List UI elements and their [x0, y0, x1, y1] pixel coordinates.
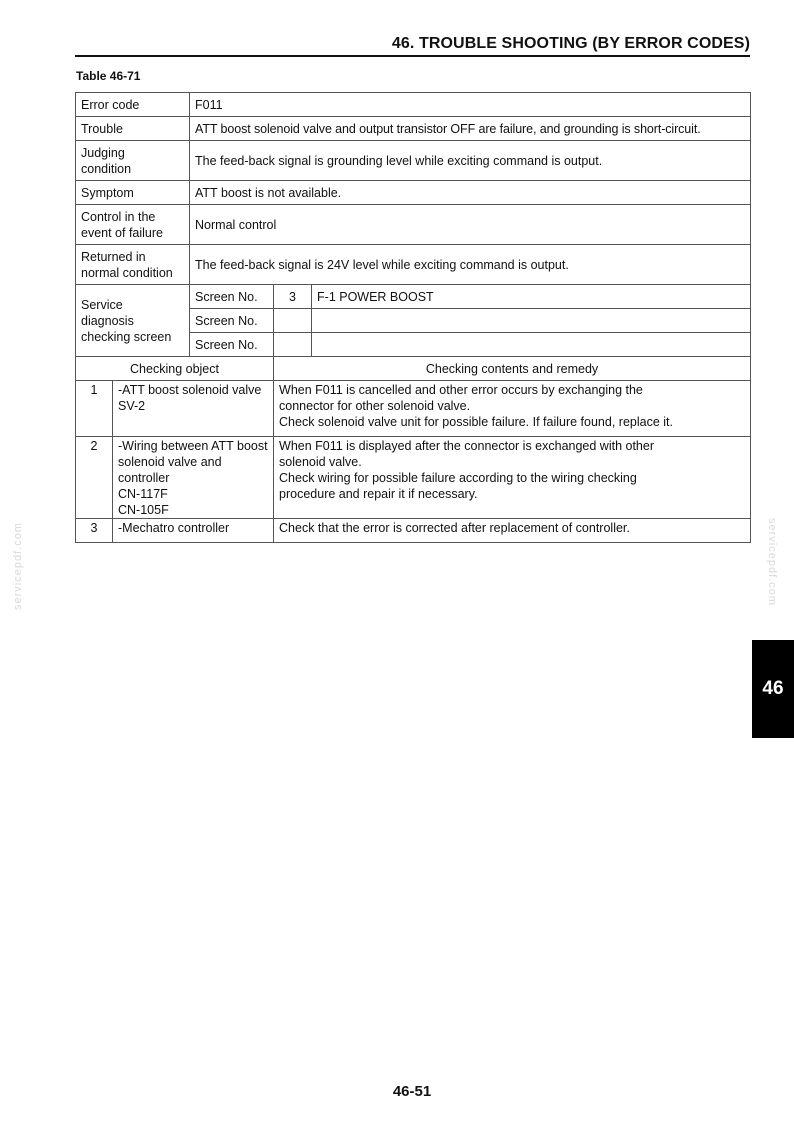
check-object [113, 381, 274, 437]
check-number: 3 [76, 519, 113, 543]
check-object-line: -Mechatro controller [118, 521, 230, 535]
judging-value: The feed-back signal is grounding level while exciting command is output. [190, 141, 751, 181]
row-judging [76, 141, 751, 181]
trouble-value: ATT boost solenoid valve and output transistor OFF are failure, and grounding is short-circuit. [190, 117, 751, 141]
page-number: 46-51 [392, 1083, 432, 1100]
check-remedy-line: connector for other solenoid valve. [279, 399, 471, 413]
control-label-line1: Control in the [81, 209, 156, 224]
check-remedy [274, 381, 751, 437]
check-object-line: -ATT boost solenoid valve [118, 383, 262, 397]
screen-no-value [312, 333, 751, 357]
page-header [75, 33, 750, 57]
check-remedy-line: Check wiring for possible failure according to the wiring checking [279, 471, 637, 485]
check-remedy-line: When F011 is cancelled and other error occurs by exchanging the [279, 383, 643, 397]
returned-label [76, 245, 190, 285]
checking-object-header: Checking object [76, 357, 274, 381]
error-code-value: F011 [190, 93, 751, 117]
check-row-3 [76, 519, 751, 543]
check-object [113, 437, 274, 519]
screen-no-number [274, 309, 312, 333]
row-symptom [76, 181, 751, 205]
screen-no-number: 3 [274, 285, 312, 309]
chapter-tab-label: 46 [762, 678, 784, 699]
checking-contents-header: Checking contents and remedy [274, 357, 751, 381]
judging-label [76, 141, 190, 181]
row-returned [76, 245, 751, 285]
check-object-line: CN-117F [118, 487, 168, 501]
error-code-label: Error code [76, 93, 190, 117]
check-remedy-line: When F011 is displayed after the connector is exchanged with other [279, 439, 654, 453]
check-remedy [274, 519, 751, 543]
check-object-line: CN-105F [118, 503, 169, 517]
screen-no-value: F-1 POWER BOOST [312, 285, 751, 309]
check-row-2 [76, 437, 751, 519]
chapter-tab [752, 640, 794, 738]
service-label-line2: diagnosis [81, 313, 134, 328]
service-label-line3: checking screen [81, 329, 172, 344]
service-label [76, 285, 190, 357]
symptom-value: ATT boost is not available. [190, 181, 751, 205]
control-value: Normal control [190, 205, 751, 245]
screen-no-label: Screen No. [190, 309, 274, 333]
check-object [113, 519, 274, 543]
trouble-label: Trouble [76, 117, 190, 141]
screen-no-number [274, 333, 312, 357]
returned-label-line2: normal condition [81, 265, 173, 280]
screen-no-label: Screen No. [190, 333, 274, 357]
check-object-line: SV-2 [118, 399, 146, 413]
watermark-right: servicepdf.com [766, 518, 778, 606]
check-remedy [274, 437, 751, 519]
check-number: 2 [76, 437, 113, 519]
check-remedy-line: Check that the error is corrected after replacement of controller. [279, 521, 630, 535]
row-trouble [76, 117, 751, 141]
check-object-line: solenoid valve and controller [118, 455, 222, 485]
table-caption: Table 46-71 [76, 69, 141, 83]
control-label-line2: event of failure [81, 225, 163, 240]
screen-no-label: Screen No. [190, 285, 274, 309]
row-control [76, 205, 751, 245]
control-label [76, 205, 190, 245]
judging-label-line2: condition [81, 161, 132, 176]
check-object-line: -Wiring between ATT boost [118, 439, 268, 453]
error-code-table [75, 92, 751, 543]
returned-value: The feed-back signal is 24V level while exciting command is output. [190, 245, 751, 285]
screen-no-value [312, 309, 751, 333]
check-remedy-line: solenoid valve. [279, 455, 362, 469]
header-title: 46. TROUBLE SHOOTING (BY ERROR CODES) [391, 35, 750, 52]
row-service-1 [76, 285, 751, 309]
row-error-code [76, 93, 751, 117]
returned-label-line1: Returned in [81, 249, 146, 264]
check-remedy-line: Check solenoid valve unit for possible failure. If failure found, replace it. [279, 415, 673, 429]
checking-header-row [76, 357, 751, 381]
check-remedy-line: procedure and repair it if necessary. [279, 487, 478, 501]
watermark-left: servicepdf.com [12, 522, 24, 610]
check-number: 1 [76, 381, 113, 437]
judging-label-line1: Judging [81, 145, 125, 160]
check-row-1 [76, 381, 751, 437]
service-label-line1: Service [81, 297, 123, 312]
symptom-label: Symptom [76, 181, 190, 205]
